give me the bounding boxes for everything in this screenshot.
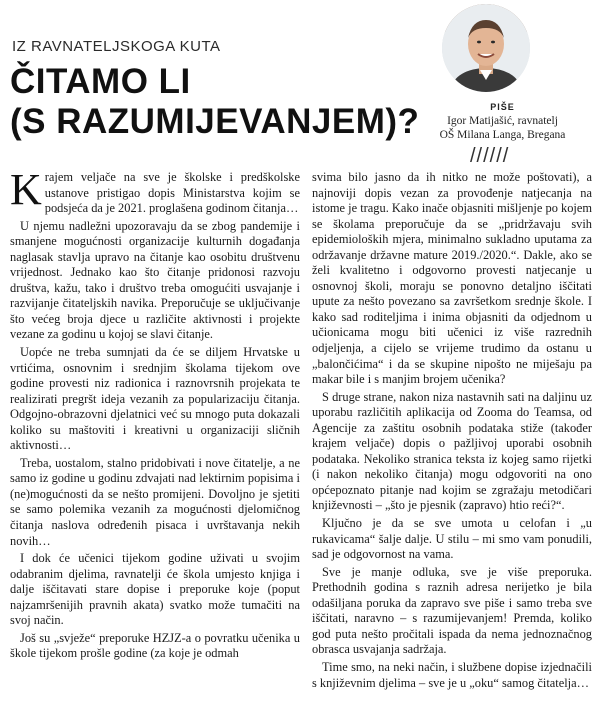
decorative-separator: ////// bbox=[470, 145, 510, 167]
article-paragraph: U njemu nadležni upozoravaju da se zbog pandemije i smanjene mogućnosti organizacije kulturnih događanja naglasak stavlja upravo na čitanje kao osobitu društvenu vrijednost. Jednako kao što čitanje pridonosi razvoju društva, kažu, tako i društvo treba omogućiti usvajanje i razvijanje čitateljskih navika. Preporučuje se uključivanje što većeg broja djece u različite aktivnosti i projekte vezane za godinu u kojoj se slavi čitanje. bbox=[10, 218, 300, 342]
headline-line-2: (S RAZUMIJEVANJEM)? bbox=[10, 102, 420, 141]
headline-line-1: ČITAMO LI bbox=[10, 62, 191, 101]
article-column-right bbox=[312, 170, 592, 693]
byline-label: PIŠE bbox=[490, 102, 515, 112]
headline bbox=[10, 62, 430, 142]
byline-school: OŠ Milana Langa, Bregana bbox=[439, 129, 566, 141]
article-paragraph: Sve je manje odluka, sve je više preporuka. Prethodnih godina s raznih adresa nerijetko je bila odašiljana poruka da zapravo sve piše i samo treba sve iščitati, naravno – s razumijevanjem! Premda, koliko god puta nešto pročitali ispada da nema jednoznačnog obrasca usvajanja sadržaja. bbox=[312, 564, 592, 657]
article-paragraph: Još su „svježe“ preporuke HZJZ-a o povratku učenika u škole tijekom prošle godine (za koje je odmah bbox=[10, 630, 300, 661]
article-paragraph: Ključno je da se sve umota u celofan i „u rukavicama“ šalje dalje. U stilu – mi smo vam ponudili, sad je odgovornost na vama. bbox=[312, 516, 592, 562]
byline bbox=[415, 100, 590, 142]
article-paragraph: Uopće ne treba sumnjati da će se diljem Hrvatske u vrtićima, osnovnim i srednjim školama tijekom ove godine provesti niz radionica i raznovrsnih projekata te realizirati pregršt ideja vezanih za popularizaciju čitanja. Odgojno-obrazovni djelatnici već su mnogo puta dokazali koliko su maštoviti i kreativni u organizaciji sličnih aktivnosti… bbox=[10, 345, 300, 453]
article-paragraph: I dok će učenici tijekom godine uživati u svojim odabranim djelima, ravnatelji će škola umjesto knjiga i dalje iščitavati stare dopise i preporuke koje (poput najzamršenijih pravnih akata) svatko može tumačiti na svoj način. bbox=[10, 551, 300, 628]
section-kicker: IZ RAVNATELJSKOGA KUTA bbox=[12, 38, 221, 55]
article-paragraph: S druge strane, nakon niza nastavnih sati na daljinu uz uporabu različitih aplikacija od Zooma do Teamsa, od Agencije za zaštitu osobnih podataka stiže (također krajem veljače) dopis o pažljivoj uporabi osobnih podataka. Nekoliko stranica teksta iz kojeg samo rijetki (i nakon nekoliko čitanja) mogu odgovoriti na ono općepoznato pitanje nad kojim se zgražaju metodičari književnosti – „što je pjesnik (zapravo) htio reći?“. bbox=[312, 389, 592, 513]
drop-cap: K bbox=[10, 165, 42, 214]
byline-author: Igor Matijašić, ravnatelj bbox=[447, 115, 558, 127]
article-paragraph: Treba, uostalom, stalno pridobivati i nove čitatelje, a ne samo iz godine u godinu zdvajati nad lektirnim popisima i (ne)mogućnosti da se nešto promijeni. Dovoljno je sjetiti se samo polemika vezanih za mogućnosti djelomičnog čitanja naslova određenih pisaca i uvrštavanja nekih novih… bbox=[10, 455, 300, 548]
article-paragraph: Time smo, na neki način, i službene dopise izjednačili s književnim djelima – sve je u „oku“ samog čitatelja… bbox=[312, 659, 592, 690]
article-paragraph: svima bilo jasno da ih nitko ne može poštovati), a najnoviji dopis vezan za provođenje natjecanja na istome je tragu. Kako inače objasniti mišljenje po kojem se školama preporučuje da se „pridržavaju svih epidemioloških mjera, minimalno sukladno uputama za održavanje državne mature 2019./2020.“. Dakle, ako se želi kvalitetno i odgovorno provesti natjecanje u osnovnoj školi, moraju se ponovno detaljno iščitati upute za nešto povezano sa završetkom srednje škole. I kako sad roditeljima i inima objasniti da odjednom u učionicama mogu biti učenici iz više razrednih odjeljenja, a cijelo se vrijeme trudimo da ostanu u „balončićima“ i da se skupine nipošto ne miješaju pa makar bile i s manjim brojem učenika? bbox=[312, 170, 592, 387]
article-paragraph bbox=[10, 165, 300, 217]
paragraph-text: rajem veljače na sve je školske i predškolske ustanove pristigao dopis Ministarstva kojim se podsjeća da je 2021. proglašena godinom čitanja… bbox=[44, 170, 300, 216]
author-portrait-illustration bbox=[442, 4, 530, 92]
author-portrait bbox=[442, 4, 530, 92]
article-column-left bbox=[10, 165, 300, 664]
